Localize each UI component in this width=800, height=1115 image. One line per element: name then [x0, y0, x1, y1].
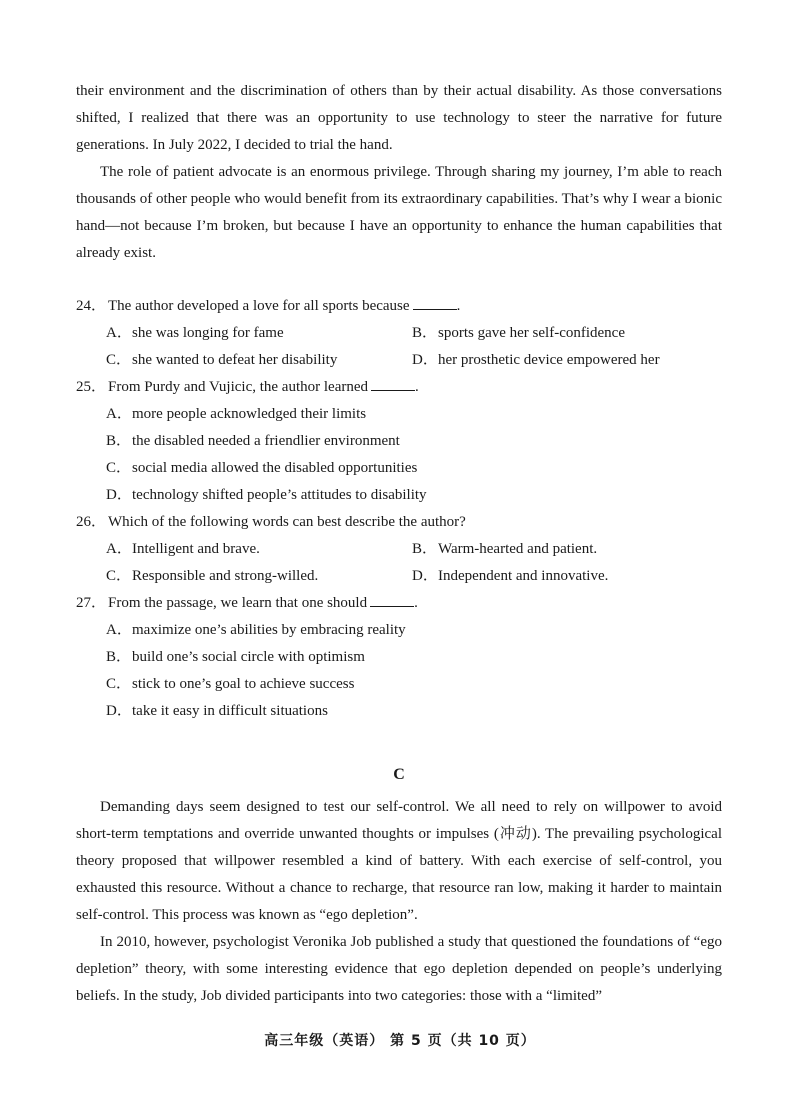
answer-option — [412, 347, 660, 374]
question-stem — [76, 293, 722, 320]
answer-option — [106, 320, 412, 347]
answer-option — [106, 644, 365, 671]
answer-option — [106, 698, 328, 725]
option-text: Intelligent and brave. — [132, 541, 260, 557]
option-text: stick to one’s goal to achieve success — [132, 676, 355, 692]
option-text: her prosthetic device empowered her — [438, 352, 660, 368]
answer-option — [106, 455, 417, 482]
option-text: the disabled needed a friendlier environment — [132, 433, 400, 449]
question-number: 25． — [76, 379, 107, 395]
option-text: sports gave her self-confidence — [438, 325, 626, 341]
question-27 — [76, 590, 722, 725]
option-text: she wanted to defeat her disability — [132, 352, 338, 368]
option-list — [76, 401, 722, 509]
option-text: maximize one’s abilities by embracing reality — [132, 622, 406, 638]
option-text: build one’s social circle with optimism — [132, 649, 365, 665]
option-letter: B． — [412, 325, 438, 341]
answer-option — [106, 563, 412, 590]
answer-option — [106, 401, 366, 428]
option-letter: C． — [106, 568, 132, 584]
passage-b-paragraph: their environment and the discrimination of others than by their actual disability. As those conversations shifted, I realized that there was an opportunity to use technology to steer the narrative for future generations. In July 2022, I decided to trial the hand. — [76, 83, 722, 153]
option-letter: D． — [106, 487, 132, 503]
passage-b-paragraph: The role of patient advocate is an enormous privilege. Through sharing my journey, I’m able to reach thousands of other people who would benefit from its extraordinary capabilities. That’s why I wear a bionic hand—not because I’m broken, but because I have an opportunity to enhance the human capabilities that already exist. — [76, 164, 722, 261]
answer-option — [106, 347, 412, 374]
answer-blank — [370, 592, 414, 607]
question-stem — [76, 374, 722, 401]
option-letter: C． — [106, 352, 132, 368]
option-text: Warm-hearted and patient. — [438, 541, 598, 557]
section-c-title: C — [393, 766, 405, 783]
question-number: 26． — [76, 514, 107, 530]
option-letter: C． — [106, 676, 132, 692]
option-text: technology shifted people’s attitudes to disability — [132, 487, 427, 503]
exam-page — [76, 78, 722, 1010]
question-text-end: . — [456, 298, 461, 314]
question-text: From the passage, we learn that one should — [108, 595, 368, 611]
answer-option — [412, 563, 608, 590]
option-letter: B． — [106, 433, 132, 449]
option-letter: C． — [106, 460, 132, 476]
option-letter: A． — [106, 406, 132, 422]
answer-option — [106, 428, 400, 455]
answer-blank — [371, 376, 415, 391]
option-list — [76, 320, 722, 374]
option-list — [76, 617, 722, 725]
answer-option — [412, 536, 597, 563]
question-text: The author developed a love for all sports because — [108, 298, 410, 314]
question-number: 27． — [76, 595, 107, 611]
option-text: she was longing for fame — [132, 325, 284, 341]
answer-option — [106, 671, 354, 698]
option-text: Independent and innovative. — [438, 568, 609, 584]
question-text: From Purdy and Vujicic, the author learned — [108, 379, 369, 395]
answer-option — [106, 482, 427, 509]
option-text: take it easy in difficult situations — [132, 703, 328, 719]
question-stem — [76, 509, 722, 536]
question-26 — [76, 509, 722, 590]
question-list — [76, 293, 722, 725]
answer-option — [106, 617, 406, 644]
option-letter: D． — [412, 568, 438, 584]
option-letter: A． — [106, 541, 132, 557]
question-24 — [76, 293, 722, 374]
section-c-paragraph: In 2010, however, psychologist Veronika Job published a study that questioned the foundations of “ego depletion” theory, with some interesting evidence that ego depletion depended on people’s underlying beliefs. In the study, Job divided participants into two categories: those with a “limited” — [76, 934, 722, 1004]
option-text: Responsible and strong-willed. — [132, 568, 319, 584]
question-text-end: . — [414, 595, 418, 611]
option-letter: A． — [106, 622, 132, 638]
answer-option — [106, 536, 412, 563]
question-text-end: . — [415, 379, 419, 395]
option-text: social media allowed the disabled opportunities — [132, 460, 418, 476]
question-25 — [76, 374, 722, 509]
option-letter: D． — [106, 703, 132, 719]
answer-blank — [413, 295, 457, 310]
option-letter: D． — [412, 352, 438, 368]
answer-option — [412, 320, 625, 347]
option-letter: A． — [106, 325, 132, 341]
question-stem — [76, 590, 722, 617]
option-list — [76, 536, 722, 590]
page-footer: 高三年级（英语） 第 5 页（共 10 页） — [264, 1033, 536, 1049]
question-number: 24． — [76, 298, 107, 314]
option-letter: B． — [412, 541, 438, 557]
section-c-paragraph: Demanding days seem designed to test our self-control. We all need to rely on willpower to avoid short-term temptations and override unwanted thoughts or impulses (冲动). The prevailing psychological theory proposed that willpower resembled a kind of battery. With each exercise of self-control, you exhausted this resource. Without a chance to recharge, that resource ran low, making it harder to maintain self-control. This process was known as “ego depletion”. — [76, 799, 722, 923]
question-text: Which of the following words can best describe the author? — [108, 514, 466, 530]
option-text: more people acknowledged their limits — [132, 406, 367, 422]
option-letter: B． — [106, 649, 132, 665]
